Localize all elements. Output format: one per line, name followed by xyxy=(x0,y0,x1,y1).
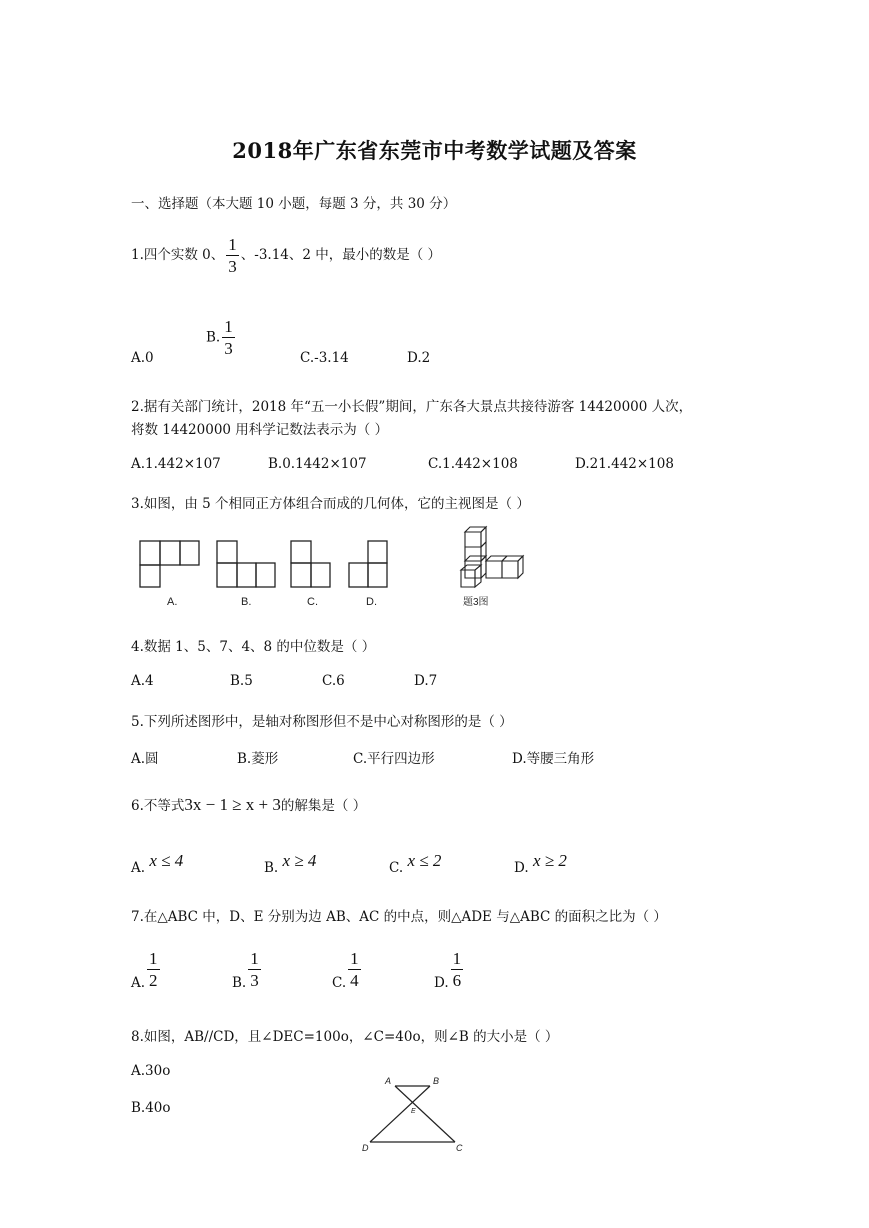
q3-label-c: C. xyxy=(307,596,318,608)
q7-option-d-label: D. xyxy=(434,975,449,991)
q7-option-d-denominator: 6 xyxy=(452,971,462,990)
question-2-line-2: 将数 14420000 用科学记数法表示为（ ） xyxy=(131,422,389,438)
q6-option-d xyxy=(514,851,567,876)
q7-option-c-numerator: 1 xyxy=(350,949,359,968)
q7-option-c-label: C. xyxy=(332,975,347,991)
q6-option-a-label: A. xyxy=(131,860,146,876)
q3-option-d-view xyxy=(349,541,387,587)
q6-option-b-label: B. xyxy=(264,860,279,876)
q7-option-d-fraction xyxy=(451,950,464,989)
q5-option-c: C.平行四边形 xyxy=(353,751,435,767)
q1-option-b-denominator: 3 xyxy=(224,339,233,358)
q5-option-a: A.圆 xyxy=(131,751,159,767)
q8-label-a: A xyxy=(385,1076,392,1086)
q8-label-e: E xyxy=(411,1108,416,1115)
q1-option-b-label: B. xyxy=(206,329,221,346)
q7-option-b-denominator: 3 xyxy=(250,971,259,990)
q6-option-a xyxy=(131,851,184,876)
question-8-stem: 8.如图，AB//CD，且∠DEC=100o，∠C=40o，则∠B 的大小是（ ） xyxy=(131,1029,559,1045)
q2-option-c: C.1.442×108 xyxy=(428,456,518,472)
question-1-stem xyxy=(131,236,441,275)
q6-option-b xyxy=(264,851,317,876)
q1-option-c: C.-3.14 xyxy=(300,350,349,366)
section-heading: 一、选择题（本大题 10 小题，每题 3 分，共 30 分） xyxy=(131,196,457,212)
question-3-stem: 3.如图，由 5 个相同正方体组合而成的几何体，它的主视图是（ ） xyxy=(131,496,530,512)
q1-option-a: A.0 xyxy=(131,350,154,366)
q7-option-a-numerator: 1 xyxy=(149,949,158,968)
q1-option-d: D.2 xyxy=(407,350,431,366)
q1-option-b xyxy=(206,318,237,357)
q8-label-b: B xyxy=(433,1076,440,1086)
question-4-stem: 4.数据 1、5、7、4、8 的中位数是（ ） xyxy=(131,639,376,655)
q7-option-b-numerator: 1 xyxy=(250,949,259,968)
q2-option-d: D.21.442×108 xyxy=(575,456,674,472)
q3-option-c-view xyxy=(291,541,330,587)
page-title: 2018年广东省东莞市中考数学试题及答案 xyxy=(232,138,637,163)
q1-fraction-denominator: 3 xyxy=(228,257,237,276)
q7-option-c-denominator: 4 xyxy=(350,971,359,990)
q6-option-a-expr: x ≤ 4 xyxy=(149,851,184,870)
q5-option-d: D.等腰三角形 xyxy=(512,751,595,767)
q7-option-a-denominator: 2 xyxy=(149,971,158,990)
q6-stem-text-a: 6.不等式 xyxy=(131,798,185,814)
q4-option-b: B.5 xyxy=(230,673,253,689)
q8-segment-bd xyxy=(370,1086,430,1142)
question-5-stem: 5.下列所述图形中，是轴对称图形但不是中心对称图形的是（ ） xyxy=(131,714,513,730)
q7-option-b-label: B. xyxy=(232,975,247,991)
q6-option-d-expr: x ≥ 2 xyxy=(532,851,567,870)
q6-inequality: 3x − 1 ≥ x + 3 xyxy=(184,795,281,814)
q3-option-b-view xyxy=(217,541,275,587)
q8-segment-ac xyxy=(395,1086,455,1142)
q4-option-d: D.7 xyxy=(414,673,438,689)
q3-option-a-view xyxy=(140,541,199,587)
q7-option-d xyxy=(434,950,465,989)
q3-label-d: D. xyxy=(366,596,377,608)
q3-figure xyxy=(130,525,550,615)
q7-option-a-fraction xyxy=(147,950,160,989)
q4-option-c: C.6 xyxy=(322,673,345,689)
q1-stem-text-a: 1.四个实数 0、 xyxy=(131,247,225,263)
q6-stem-text-b: 的解集是（ ） xyxy=(280,798,367,814)
q8-figure xyxy=(355,1072,475,1158)
q2-option-b: B.0.1442×107 xyxy=(268,456,367,472)
q7-option-c xyxy=(332,950,363,989)
q5-option-b: B.菱形 xyxy=(237,751,279,767)
q4-option-a: A.4 xyxy=(131,673,154,689)
q1-option-b-fraction xyxy=(222,318,235,357)
q3-solid-figure xyxy=(461,527,523,587)
q6-option-c-expr: x ≤ 2 xyxy=(407,851,442,870)
q1-fraction-numerator: 1 xyxy=(228,235,237,254)
q7-option-b-fraction xyxy=(248,950,261,989)
q1-fraction xyxy=(226,236,239,275)
q8-label-d: D xyxy=(362,1143,369,1153)
q8-option-a: A.30o xyxy=(131,1063,171,1079)
q6-option-d-label: D. xyxy=(514,860,529,876)
q1-option-b-numerator: 1 xyxy=(224,317,233,336)
q7-option-c-fraction xyxy=(348,950,361,989)
q8-label-c: C xyxy=(456,1143,463,1153)
question-2-line-1: 2.据有关部门统计，2018 年“五一小长假”期间，广东各大景点共接待游客 14420000 人次， xyxy=(131,399,693,415)
q7-option-a xyxy=(131,950,162,989)
q7-option-d-numerator: 1 xyxy=(452,949,462,968)
q1-stem-text-b: 、-3.14、2 中，最小的数是（ ） xyxy=(240,247,442,263)
q3-figure-caption: 题3图 xyxy=(463,597,489,608)
q3-label-b: B. xyxy=(241,596,252,608)
question-6-stem xyxy=(131,794,366,815)
q7-option-a-label: A. xyxy=(131,975,146,991)
q6-option-b-expr: x ≥ 4 xyxy=(282,851,317,870)
q3-label-a: A. xyxy=(167,596,178,608)
q6-option-c-label: C. xyxy=(389,860,404,876)
question-7-stem: 7.在△ABC 中，D、E 分别为边 AB、AC 的中点，则△ADE 与△ABC 的面积之比为（ ） xyxy=(131,909,667,925)
q6-option-c xyxy=(389,851,442,876)
q8-option-b: B.40o xyxy=(131,1100,171,1116)
q7-option-b xyxy=(232,950,263,989)
q2-option-a: A.1.442×107 xyxy=(131,456,221,472)
